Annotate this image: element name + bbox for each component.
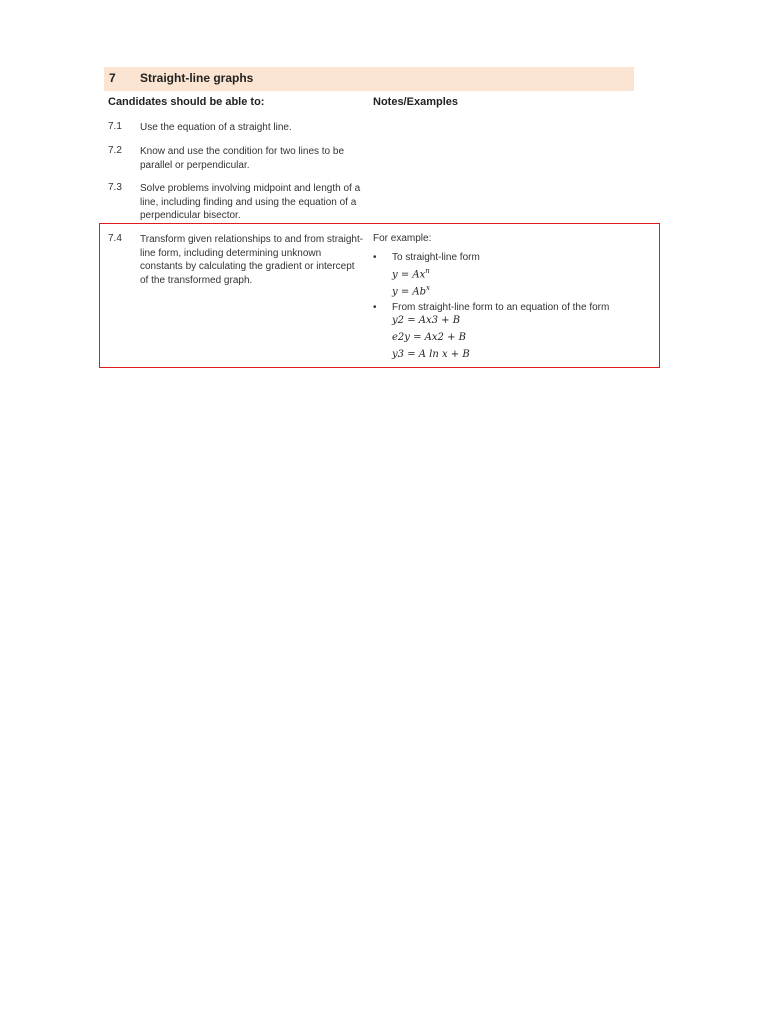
equation: $y = Ab^x$ <box>392 284 430 298</box>
bullet-text: To straight-line form <box>392 252 480 263</box>
row-text: Know and use the condition for two lines to be parallel or perpendicular. <box>140 146 345 171</box>
section-title: Straight-line graphs <box>140 71 254 85</box>
row-number: 7.1 <box>108 121 122 132</box>
section-header <box>104 67 634 91</box>
row-number: 7.4 <box>108 233 122 244</box>
row-number: 7.2 <box>108 145 122 156</box>
row-number: 7.3 <box>108 182 122 193</box>
equation: e2y = Ax2 + B <box>392 332 466 343</box>
bullet-text: From straight-line form to an equation of the form <box>392 302 610 313</box>
equation: y2 = Ax3 + B <box>392 315 461 326</box>
notes-intro: For example: <box>373 233 432 244</box>
equation: $y = Ax^n$ <box>392 267 430 281</box>
row-text: Use the equation of a straight line. <box>140 122 292 133</box>
equation: y3 = A ln x + B <box>392 349 470 360</box>
bullet-marker: • <box>373 302 377 313</box>
column-heading-notes: Notes/Examples <box>373 96 458 108</box>
row-text: Solve problems involving midpoint and length of a line, including finding and using the equation of a perpendicular bisector. <box>140 183 361 221</box>
bullet-marker: • <box>373 252 377 263</box>
column-heading-candidates: Candidates should be able to: <box>108 96 265 108</box>
row-text: Transform given relationships to and from straight-line form, including determining unknown constants by calculating the gradient or intercept of the transformed graph. <box>140 234 364 286</box>
section-number: 7 <box>109 71 116 85</box>
